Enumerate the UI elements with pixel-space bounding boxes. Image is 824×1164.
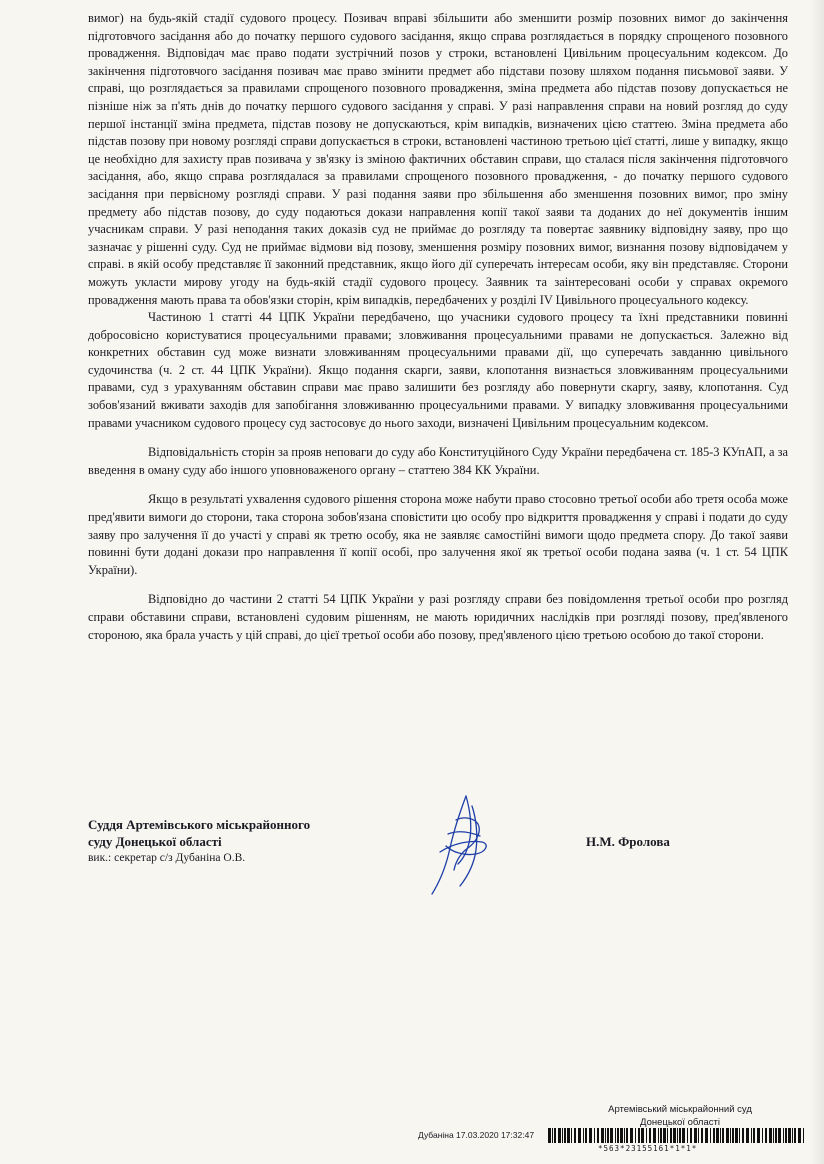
paragraph-5: Відповідно до частини 2 статті 54 ЦПК України у разі розгляду справи без повідомлення третьої особи про розгляд справи обставини справи, встановлені судовим рішенням, не мають юридичних наслідків при розгляді позову, пред'явленого стороною, яка брала участь у цій справі, до цієї третьої особи або позову, пред'явленого цією третьою особою до такої сторони.	[88, 592, 788, 642]
page-edge-shadow	[810, 0, 824, 1164]
barcode-text: *563*23155161*1*1*	[598, 1144, 698, 1153]
judge-title-line-1: Суддя Артемівського міськрайонного	[88, 817, 311, 832]
handwritten-signature-icon	[420, 790, 510, 900]
stamp-court-line-1: Артемівський міськрайонний суд	[608, 1104, 752, 1115]
stamp-clerk-line: Дубаніна 17.03.2020 17:32:47	[418, 1130, 535, 1140]
paragraph-2: Частиною 1 статті 44 ЦПК України передбачено, що учасники судового процесу та їхні представники повинні добросовісно користуватися процесуальними правами; зловживання процесуальними правами не допускається. Залежно від конкретних обставин суд може визнати зловживанням процесуальними правами дії, що суперечать завданню цивільного судочинства (ч. 2 ст. 44 ЦПК України). Якщо подання скарги, заяви, клопотання визнається зловживанням процесуальними правами, суд з урахуванням обставин справи має право залишити без розгляду або повернути скаргу, заяву, клопотання. Суд зобов'язаний вживати заходів для запобігання зловживанню процесуальними правами. У випадку зловживання процесуальними правами учасником судового процесу суд застосовує до нього заходи, визначені Цивільним процесуальним кодексом.	[88, 310, 788, 430]
barcode-icon	[548, 1128, 806, 1143]
paragraph-4: Якщо в результаті ухвалення судового рішення сторона може набути право стосовно третьої особи або третя особа може пред'явити вимоги до сторони, така сторона зобов'язана сповістити цю особу про відкриття провадження у справі і подати до суду заяву про залучення її до участі у справі як третю особу, яка не заявляє самостійні вимоги щодо предмета спору. До такої заяви повинні бути додані докази про направлення її копії особі, про залучення якої як третьої особи подана заява (ч. 1 ст. 54 ЦПК України).	[88, 492, 788, 577]
judge-name: Н.М. Фролова	[586, 834, 670, 849]
document-body	[88, 10, 788, 644]
stamp-court-line-2: Донецької області	[640, 1117, 720, 1128]
judge-title-line-2: суду Донецької області	[88, 834, 222, 849]
registration-stamp	[418, 1104, 818, 1160]
paragraph-1: вимог) на будь-якій стадії судового процесу. Позивач вправі збільшити або зменшити розмір позовних вимог до закінчення підготовчого засідання або до початку першого судового засідання, якщо справа розглядається в порядку спрощеного позовного провадження. Відповідач має право подати зустрічний позов у строки, встановлені Цивільним процесуальним кодексом. До закінчення підготовчого засідання позивач має право змінити предмет або підстави позову шляхом подання письмової заяви. У справі, що розглядається за правилами спрощеного позовного провадження, зміна предмета або підстав позову допускається не пізніше ніж за п'ять днів до початку першого судового засідання у справі. У разі направлення справи на новий розгляд до суду першої інстанції зміна предмета, підстав позову не допускаються, крім випадків, визначених цією статтею. Зміна предмета або підстав позову при новому розгляді справи допускається в строки, встановлені частиною третьою цієї статті, лише у випадку, якщо це необхідно для захисту прав позивача у зв'язку із зміною фактичних обставин справи, що сталася після закінчення підготовчого засідання, або, якщо справа розглядалася за правилами спрощеного позовного провадження, - до початку першого судового засідання при первісному розгляді справи. У разі подання заяви про збільшення або зменшення позовних вимог, про зміну предмету або підстав позову, до суду подаються докази направлення копії такої заяви та доданих до неї документів іншим учасникам справи. У разі неподання таких доказів суд не приймає до розгляду та повертає заявнику відповідну заяву, про що зазначає у рішенні суду. Суд не приймає відмови від позову, зменшення розміру позовних вимог, визнання позову відповідачем у справі. в якій особу представляє її законний представник, якщо його дії суперечать інтересам особи, яку він представляє. Сторони можуть укласти мирову угоду на будь-якій стадії судового процесу. Заявник та заінтересовані особи у справах окремого провадження мають права та обов'язки сторін, крім випадків, передбачених у розділі IV Цивільного процесуального кодексу.	[88, 11, 788, 307]
secretary-line: вик.: секретар с/з Дубаніна О.В.	[88, 852, 246, 864]
signature-block	[88, 816, 408, 867]
paragraph-3: Відповідальність сторін за прояв неповаги до суду або Конституційного Суду України передбачена ст. 185-3 КУпАП, а за введення в оману суду або іншого уповноваженого органу – статтею 384 КК України.	[88, 445, 788, 477]
